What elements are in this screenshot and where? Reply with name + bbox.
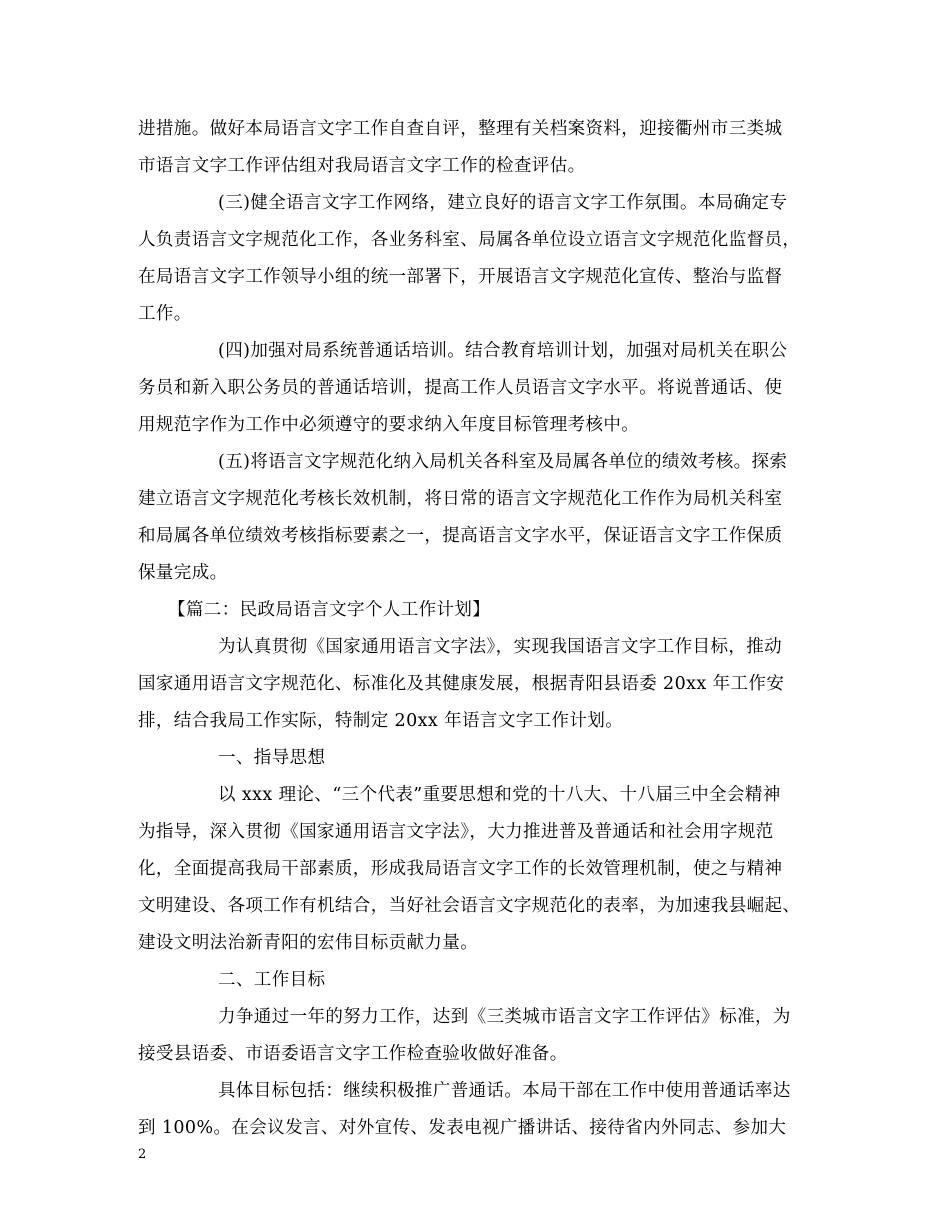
text-line: 力争通过一年的努力工作，达到《三类城市语言文字工作评估》标准，为 — [218, 1007, 791, 1027]
text-line: 具体目标包括：继续积极推广普通话。本局干部在工作中使用普通话率达 — [218, 1081, 791, 1101]
subheading: 一、指导思想 — [218, 748, 326, 768]
text-line: 为指导，深入贯彻《国家通用语言文字法》，大力推进普及普通话和社会用字规范 — [138, 822, 774, 842]
text-line: 排，结合我局工作实际，特制定 20xx 年语言文字工作计划。 — [138, 711, 624, 731]
text-line: 人负责语言文字规范化工作，各业务科室、局属各单位设立语言文字规范化监督员， — [138, 230, 801, 250]
text-line: (四)加强对局系统普通话培训。结合教育培训计划，加强对局机关在职公 — [218, 341, 788, 361]
text-line: 建设文明法治新青阳的宏伟目标贡献力量。 — [138, 933, 479, 953]
text-line: 为认真贯彻《国家通用语言文字法》，实现我国语言文字工作目标，推动 — [218, 637, 783, 657]
section-heading: 【篇二：民政局语言文字个人工作计划】 — [168, 600, 491, 620]
text-line: (三)健全语言文字工作网络，建立良好的语言文字工作氛围。本局确定专 — [218, 193, 788, 213]
subheading: 二、工作目标 — [218, 970, 326, 990]
text-line: 和局属各单位绩效考核指标要素之一，提高语言文字水平，保证语言文字工作保质 — [138, 526, 783, 546]
text-line: 市语言文字工作评估组对我局语言文字工作的检查评估。 — [138, 156, 586, 176]
text-line: 接受县语委、市语委语言文字工作检查验收做好准备。 — [138, 1044, 568, 1064]
text-line: 到 100%。在会议发言、对外宣传、发表电视广播讲话、接待省内外同志、参加大 — [138, 1118, 787, 1138]
page-number: 2 — [138, 1147, 147, 1162]
text-line: 用规范字作为工作中必须遵守的要求纳入年度目标管理考核中。 — [138, 415, 640, 435]
text-line: 保量完成。 — [138, 563, 228, 583]
text-line: 国家通用语言文字规范化、标准化及其健康发展，根据青阳县语委 20xx 年工作安 — [138, 674, 785, 694]
text-line: 务员和新入职公务员的普通话培训，提高工作人员语言文字水平。将说普通话、使 — [138, 378, 783, 398]
text-line: 以 xxx 理论、“三个代表”重要思想和党的十八大、十八届三中全会精神 — [218, 785, 781, 805]
text-line: 进措施。做好本局语言文字工作自查自评，整理有关档案资料，迎接衢州市三类城 — [138, 119, 783, 139]
text-line: (五)将语言文字规范化纳入局机关各科室及局属各单位的绩效考核。探索 — [218, 452, 788, 472]
text-line: 文明建设、各项工作有机结合，当好社会语言文字规范化的表率，为加速我县崛起、 — [138, 896, 801, 916]
text-line: 在局语言文字工作领导小组的统一部署下，开展语言文字规范化宣传、整治与监督 — [138, 267, 783, 287]
text-line: 化，全面提高我局干部素质，形成我局语言文字工作的长效管理机制，使之与精神 — [138, 859, 783, 879]
text-line: 工作。 — [138, 304, 192, 324]
text-line: 建立语言文字规范化考核长效机制，将日常的语言文字规范化工作作为局机关科室 — [138, 489, 783, 509]
